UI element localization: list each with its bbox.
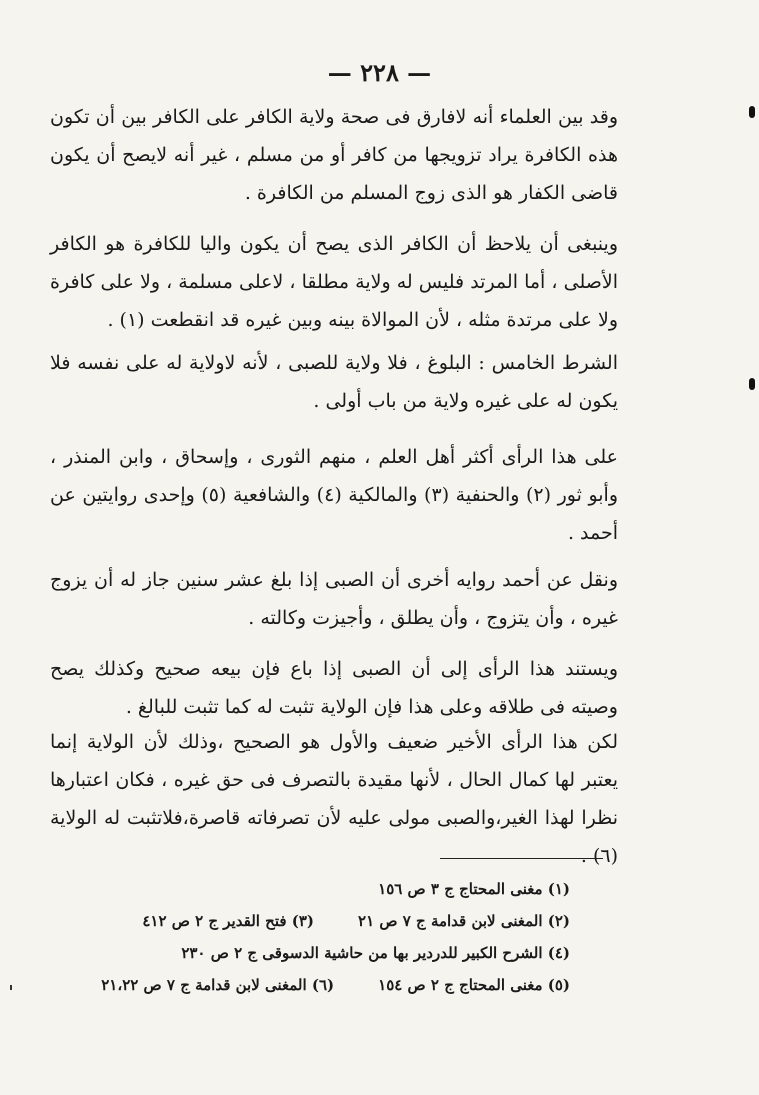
paragraph-text: الشرط الخامس : البلوغ ، فلا ولاية للصبى ، لأنه لاولاية له على نفسه فلا يكون له على غيره ولاية من باب أولى . — [50, 352, 618, 412]
paragraph-text: وينبغى أن يلاحظ أن الكافر الذى يصح أن يكون واليا للكافرة هو الكافر الأصلى ، أما المرتد فليس له ولاية مطلقا ، لاعلى مسلمة ، ولا على كافرة ولا على مرتدة مثله ، لأن الموالاة بينه وبين غيره قد انقطعت (١) . — [50, 233, 618, 331]
footnote-5: (٥) مغنى المحتاج ج ٢ ص ١٥٤ — [378, 976, 570, 994]
footnote-line — [60, 937, 570, 969]
footnote-line — [60, 873, 570, 905]
margin-mark — [749, 106, 755, 118]
footnote-line — [60, 905, 570, 937]
paragraph — [50, 344, 618, 420]
paragraph — [50, 723, 618, 875]
margin-mark — [749, 378, 755, 390]
paragraph-text: لكن هذا الرأى الأخير ضعيف والأول هو الصحيح ،وذلك لأن الولاية إنما يعتبر لها كمال الحال ، لأنها مقيدة بالتصرف فى حق غيره ، فكان اعتبارها نظرا لهذا الغير،والصبى مولى عليه لأن تصرفاته قاصرة،فلاتثبت له الولاية (٦) . — [50, 731, 618, 867]
paragraph-text: على هذا الرأى أكثر أهل العلم ، منهم الثورى ، وإسحاق ، وابن المنذر ، وأبو ثور (٢) والحنفية (٣) والمالكية (٤) والشافعية (٥) وإحدى روايتين عن أحمد . — [50, 446, 619, 544]
footnote-1: (١) مغنى المحتاج ج ٣ ص ١٥٦ — [378, 880, 570, 898]
footnotes — [60, 873, 570, 1001]
paragraph — [50, 225, 618, 339]
paragraph — [50, 438, 618, 552]
paragraph — [50, 98, 618, 212]
paragraph-text: ويستند هذا الرأى إلى أن الصبى إذا باع فإن بيعه صحيح وكذلك يصح وصيته فى طلاقه وعلى هذا فإن الولاية تثبت له كما تثبت للبالغ . — [50, 658, 618, 718]
paragraph — [50, 650, 618, 726]
footnote-2: (٢) المغنى لابن قدامة ج ٧ ص ٢١ — [358, 912, 570, 930]
scan-speck — [10, 985, 12, 990]
paragraph-text: ونقل عن أحمد روايه أخرى أن الصبى إذا بلغ عشر سنين جاز له أن يزوج غيره ، وأن يتزوج ، وأن يطلق ، وأجيزت وكالته . — [50, 569, 618, 629]
page-number: — ٢٢٨ — — [327, 58, 432, 87]
footnote-3: (٣) فتح القدير ج ٢ ص ٤١٢ — [142, 912, 315, 930]
paragraph-text: وقد بين العلماء أنه لافارق فى صحة ولاية الكافر على الكافر بين أن تكون هذه الكافرة يراد تزويجها من كافر أو من مسلم ، غير أنه لايصح أن يكون قاضى الكفار هو الذى زوج المسلم من الكافرة . — [50, 106, 618, 204]
paragraph — [50, 561, 618, 637]
footnote-divider — [440, 858, 603, 859]
footnote-4: (٤) الشرح الكبير للدردير بها من حاشية الدسوقى ج ٢ ص ٢٣٠ — [181, 944, 570, 962]
footnote-line — [60, 969, 570, 1001]
footnote-6: (٦) المغنى لابن قدامة ج ٧ ص ٢١،٢٢ — [101, 976, 335, 994]
